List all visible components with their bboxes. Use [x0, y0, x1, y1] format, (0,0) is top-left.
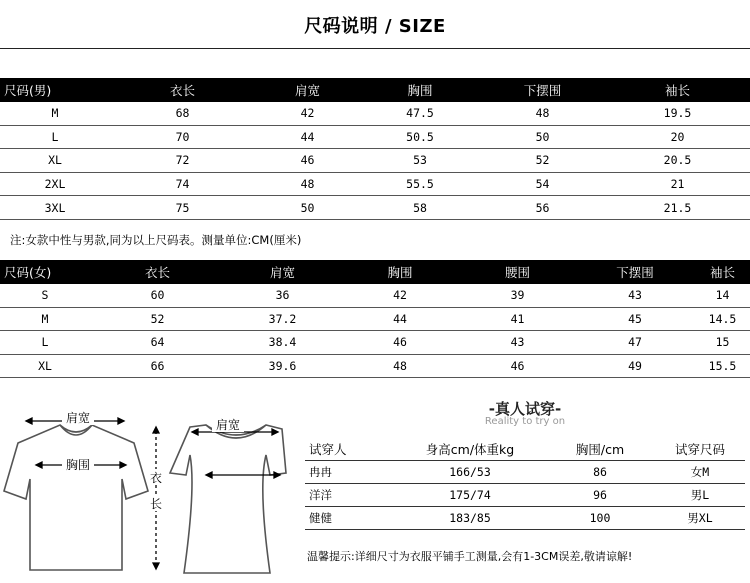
table-cell: 冉冉 — [305, 461, 395, 484]
table-cell: 75 — [110, 196, 255, 220]
table-cell: 44 — [340, 307, 460, 331]
table-cell: 14 — [695, 284, 750, 307]
column-header: 肩宽 — [225, 260, 340, 284]
table-cell: 健健 — [305, 507, 395, 530]
column-header: 胸围 — [340, 260, 460, 284]
table-cell: 175/74 — [395, 484, 545, 507]
table-cell: L — [0, 331, 90, 355]
table-cell: 96 — [545, 484, 655, 507]
table-cell: 72 — [110, 149, 255, 173]
table-cell: 洋洋 — [305, 484, 395, 507]
column-header: 尺码(女) — [0, 260, 90, 284]
size-note: 注:女款中性与男款,同为以上尺码表。测量单位:CM(厘米) — [10, 233, 302, 247]
table-cell: 男XL — [655, 507, 745, 530]
table-cell: 42 — [340, 284, 460, 307]
men-size-row — [0, 172, 750, 196]
table-cell: 20.5 — [605, 149, 750, 173]
table-cell: 48 — [340, 354, 460, 378]
table-cell: 47.5 — [360, 102, 480, 125]
table-cell: 52 — [90, 307, 225, 331]
shoulder-label-women: 肩宽 — [215, 418, 241, 432]
table-cell: 36 — [225, 284, 340, 307]
column-header: 腰围 — [460, 260, 575, 284]
men-size-row — [0, 125, 750, 149]
men-size-row — [0, 149, 750, 173]
try-on-header-row — [305, 438, 745, 461]
table-cell: 44 — [255, 125, 360, 149]
tshirt-measurement-illustration — [0, 395, 290, 579]
table-cell: 56 — [480, 196, 605, 220]
try-on-table — [305, 438, 745, 530]
table-cell: 19.5 — [605, 102, 750, 125]
table-cell: XL — [0, 149, 110, 173]
table-cell: 70 — [110, 125, 255, 149]
table-cell: S — [0, 284, 90, 307]
table-cell: 49 — [575, 354, 695, 378]
table-cell: 女M — [655, 461, 745, 484]
table-cell: 60 — [90, 284, 225, 307]
table-cell: 46 — [340, 331, 460, 355]
try-on-title: -真人试穿- — [488, 400, 562, 418]
table-cell: 183/85 — [395, 507, 545, 530]
table-cell: 43 — [460, 331, 575, 355]
table-cell: 42 — [255, 102, 360, 125]
column-header: 袖长 — [695, 260, 750, 284]
table-cell: 53 — [360, 149, 480, 173]
table-cell: 74 — [110, 172, 255, 196]
table-cell: 100 — [545, 507, 655, 530]
men-tshirt-icon — [4, 425, 148, 570]
title-divider — [0, 48, 750, 49]
men-size-table — [0, 78, 750, 220]
table-cell: 男L — [655, 484, 745, 507]
women-size-row — [0, 284, 750, 307]
table-cell: M — [0, 102, 110, 125]
table-cell: 58 — [360, 196, 480, 220]
table-cell: 86 — [545, 461, 655, 484]
table-cell: 37.2 — [225, 307, 340, 331]
table-cell: 15.5 — [695, 354, 750, 378]
column-header: 衣长 — [90, 260, 225, 284]
table-cell: 45 — [575, 307, 695, 331]
women-size-row — [0, 331, 750, 355]
table-cell: 38.4 — [225, 331, 340, 355]
try-on-row — [305, 507, 745, 530]
table-cell: 48 — [480, 102, 605, 125]
table-cell: 66 — [90, 354, 225, 378]
table-cell: 166/53 — [395, 461, 545, 484]
column-header: 肩宽 — [255, 78, 360, 102]
table-cell: 52 — [480, 149, 605, 173]
women-size-row — [0, 307, 750, 331]
table-cell: 54 — [480, 172, 605, 196]
table-cell: 64 — [90, 331, 225, 355]
table-cell: M — [0, 307, 90, 331]
try-on-column-header: 试穿人 — [305, 438, 395, 461]
try-on-column-header: 身高cm/体重kg — [395, 438, 545, 461]
table-cell: 50 — [480, 125, 605, 149]
table-cell: 15 — [695, 331, 750, 355]
length-label-bottom: 长 — [149, 497, 163, 511]
table-cell: XL — [0, 354, 90, 378]
length-label-top: 衣 — [149, 471, 163, 485]
chest-label: 胸围 — [65, 458, 91, 472]
column-header: 胸围 — [360, 78, 480, 102]
try-on-row — [305, 484, 745, 507]
men-size-row — [0, 196, 750, 220]
table-cell: L — [0, 125, 110, 149]
table-cell: 46 — [255, 149, 360, 173]
men-size-row — [0, 102, 750, 125]
table-cell: 46 — [460, 354, 575, 378]
women-table-header-row — [0, 260, 750, 284]
shoulder-label-men: 肩宽 — [65, 411, 91, 425]
table-cell: 21 — [605, 172, 750, 196]
women-size-row — [0, 354, 750, 378]
table-cell: 3XL — [0, 196, 110, 220]
column-header: 尺码(男) — [0, 78, 110, 102]
women-size-table — [0, 260, 750, 378]
try-on-column-header: 试穿尺码 — [655, 438, 745, 461]
try-on-row — [305, 461, 745, 484]
table-cell: 47 — [575, 331, 695, 355]
table-cell: 55.5 — [360, 172, 480, 196]
table-cell: 2XL — [0, 172, 110, 196]
column-header: 下摆围 — [575, 260, 695, 284]
table-cell: 50 — [255, 196, 360, 220]
table-cell: 41 — [460, 307, 575, 331]
table-cell: 43 — [575, 284, 695, 307]
table-cell: 68 — [110, 102, 255, 125]
table-cell: 50.5 — [360, 125, 480, 149]
table-cell: 39 — [460, 284, 575, 307]
column-header: 衣长 — [110, 78, 255, 102]
table-cell: 20 — [605, 125, 750, 149]
women-tshirt-icon — [170, 425, 286, 573]
column-header: 下摆围 — [480, 78, 605, 102]
column-header: 袖长 — [605, 78, 750, 102]
table-cell: 21.5 — [605, 196, 750, 220]
measurement-tip: 温馨提示:详细尺寸为衣服平铺手工测量,会有1-3CM误差,敬请谅解! — [307, 550, 633, 563]
table-cell: 39.6 — [225, 354, 340, 378]
men-table-header-row — [0, 78, 750, 102]
table-cell: 14.5 — [695, 307, 750, 331]
try-on-column-header: 胸围/cm — [545, 438, 655, 461]
table-cell: 48 — [255, 172, 360, 196]
try-on-subtitle: Reality to try on — [484, 416, 566, 427]
page-title: 尺码说明 / SIZE — [304, 16, 446, 37]
